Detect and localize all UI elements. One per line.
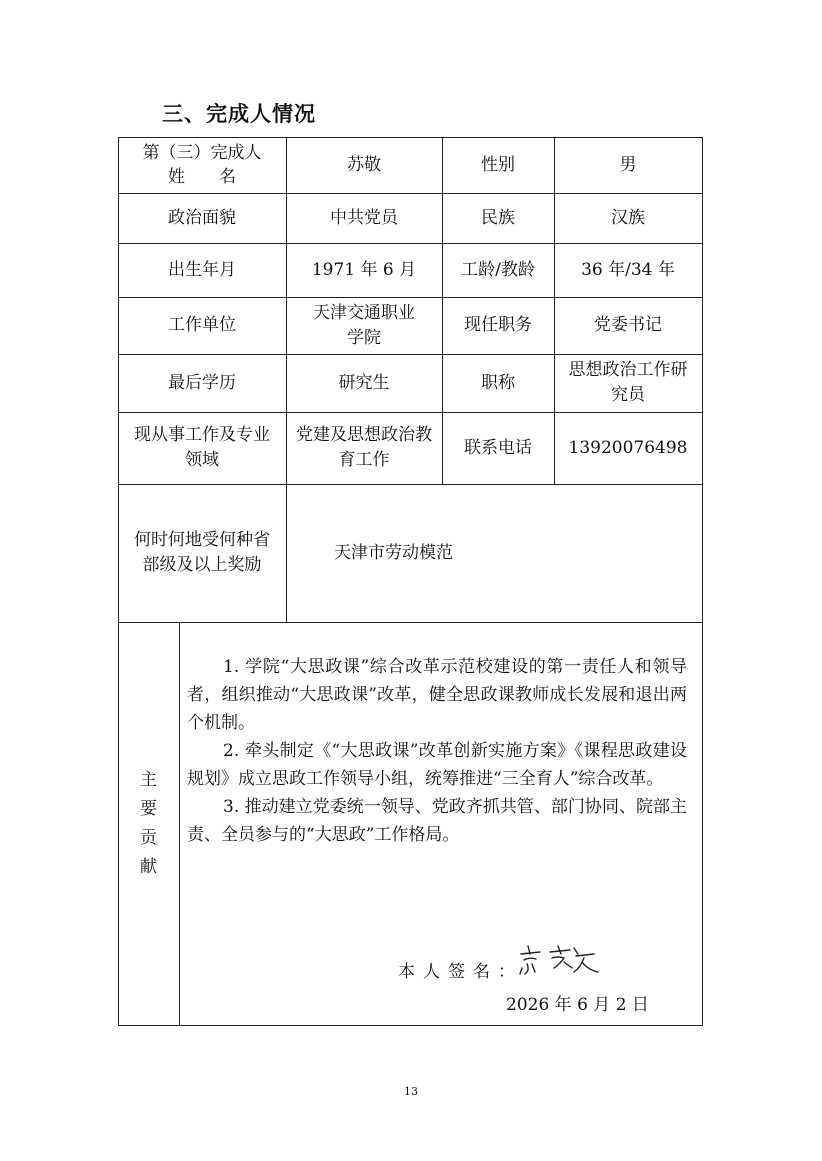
row-divider: [118, 622, 703, 623]
position-value-text: 党委书记: [594, 315, 662, 335]
name-value-text: 苏敬: [347, 154, 381, 175]
work-years-label: [442, 243, 554, 297]
phone-label: [442, 412, 554, 484]
name-label-cell: [118, 137, 286, 193]
political-status-value-text: 中共党员: [330, 207, 398, 228]
award-value: [286, 484, 702, 622]
ethnicity-label-text: 民族: [481, 207, 515, 228]
position-label: [442, 297, 554, 354]
political-status-label-text: 政治面貌: [168, 207, 236, 228]
work-years-label-text: 工龄/教龄: [461, 259, 535, 280]
birth-date-value-text: 1971 年 6 月: [311, 259, 417, 280]
education-label: [118, 354, 286, 412]
contribution-paragraph-2: 2. 牵头制定《“大思政课”改革创新实施方案》《课程思政建设规划》成立思政工作领导小组，统筹推进“三全育人”综合改革。: [187, 741, 687, 789]
award-value-text: 天津市劳动模范: [334, 542, 453, 563]
name-label: 姓 名: [168, 167, 236, 187]
handwritten-signature: [518, 942, 600, 978]
signature-label: 本人签名：: [398, 962, 523, 982]
work-years-value: [554, 243, 702, 297]
gender-value: [554, 137, 702, 193]
title-label-text: 职称: [481, 372, 515, 393]
ethnicity-value-text: 汉族: [611, 207, 645, 228]
phone-label-text: 联系电话: [464, 437, 532, 458]
title-value-text: 思想政治工作研究员: [568, 360, 688, 405]
signature-date: 2026 年 6 月 2 日: [506, 995, 649, 1015]
education-value: [286, 354, 442, 412]
gender-label-text: 性别: [481, 154, 515, 175]
ethnicity-label: [442, 193, 554, 243]
employer-label: [118, 297, 286, 354]
phone-value-text: 13920076498: [568, 437, 688, 458]
phone-value: [554, 412, 702, 484]
employer-value-text: 天津交通职业学院: [313, 302, 415, 348]
col-divider: [179, 622, 180, 1026]
ethnicity-value: [554, 193, 702, 243]
field-label: [118, 412, 286, 484]
section-heading: 三、完成人情况: [162, 102, 316, 126]
table-border-right: [702, 137, 703, 1026]
field-label-text: 现从事工作及专业领域: [134, 425, 270, 470]
employer-value: [286, 297, 442, 354]
position-label-text: 现任职务: [464, 315, 532, 335]
birth-date-label-text: 出生年月: [168, 259, 236, 280]
name-value: [286, 137, 442, 193]
birth-date-value: [286, 243, 442, 297]
work-years-value-text: 36 年/34 年: [581, 259, 675, 280]
title-value: [554, 354, 702, 412]
contribution-paragraph-3: 3. 推动建立党委统一领导、党政齐抓共管、部门协同、院部主责、全员参与的“大思政”工作格局。: [187, 797, 687, 845]
page-number: 13: [404, 1085, 418, 1098]
gender-label: [442, 137, 554, 193]
completer-index-label: 第（三）完成人: [142, 143, 262, 163]
title-label: [442, 354, 554, 412]
political-status-label: [118, 193, 286, 243]
education-value-text: 研究生: [338, 372, 390, 393]
contribution-body: [187, 653, 687, 849]
gender-value-text: 男: [619, 154, 637, 175]
contribution-side-label-cell: [118, 623, 179, 1025]
political-status-value: [286, 193, 442, 243]
employer-label-text: 工作单位: [168, 315, 236, 335]
award-label: [118, 484, 286, 622]
contribution-paragraph-1: 1. 学院“大思政课”综合改革示范校建设的第一责任人和领导者，组织推动“大思政课”改革，健全思政课教师成长发展和退出两个机制。: [187, 657, 687, 733]
contribution-side-label: 主要贡献: [140, 770, 157, 877]
field-value: [286, 412, 442, 484]
table-border-bottom: [118, 1025, 703, 1026]
education-label-text: 最后学历: [168, 372, 236, 393]
field-value-text: 党建及思想政治教育工作: [296, 425, 432, 470]
award-label-text: 何时何地受何种省部级及以上奖励: [134, 530, 270, 575]
birth-date-label: [118, 243, 286, 297]
position-value: [554, 297, 702, 354]
